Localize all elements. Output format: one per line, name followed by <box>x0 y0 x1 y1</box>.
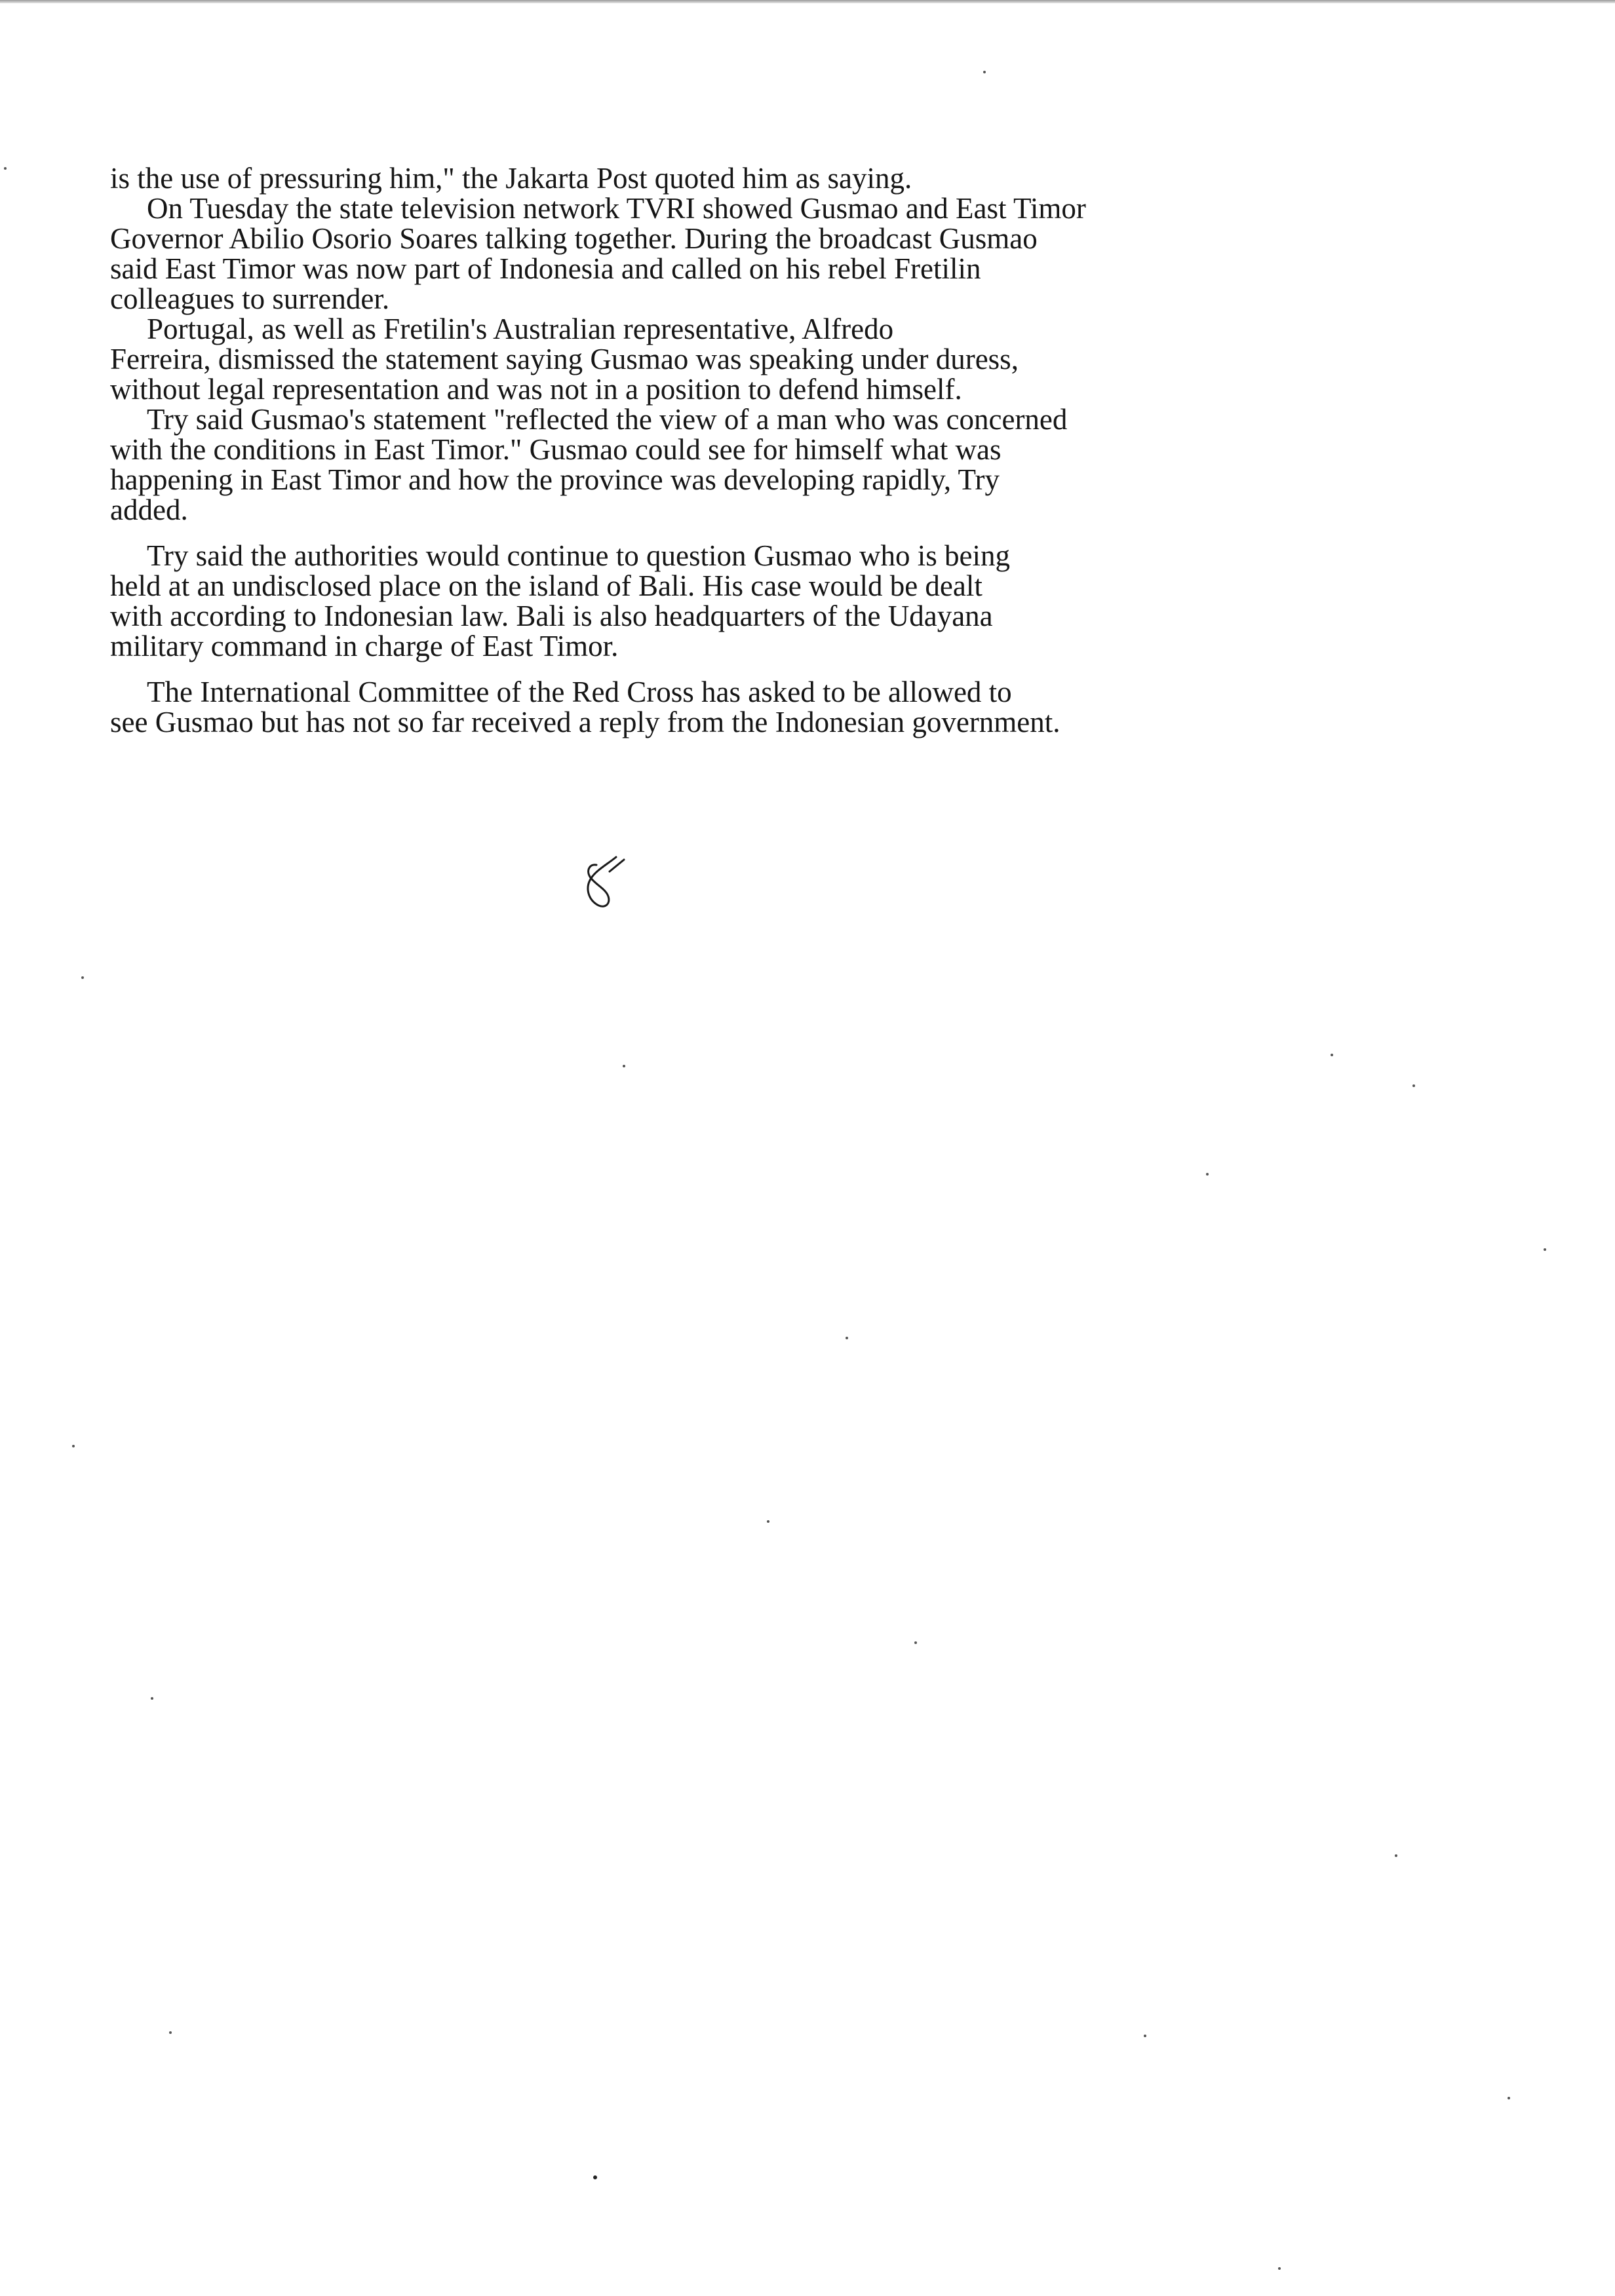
scan-speck <box>846 1337 848 1339</box>
text-line: Ferreira, dismissed the statement saying Gusmao was speaking under duress, <box>110 343 1019 375</box>
text-line: The International Committee of the Red Cross has asked to be allowed to <box>147 676 1012 708</box>
text-line: Portugal, as well as Fretilin's Australian representative, Alfredo <box>147 313 894 345</box>
scan-speck <box>72 1445 75 1447</box>
scan-top-edge <box>0 0 1615 3</box>
scan-speck <box>914 1641 917 1644</box>
scan-speck <box>4 167 7 170</box>
scan-speck <box>983 71 986 73</box>
scan-speck <box>151 1697 153 1700</box>
text-line: On Tuesday the state television network TVRI showed Gusmao and East Timor <box>147 192 1086 225</box>
scan-speck <box>1412 1084 1415 1087</box>
scan-speck <box>1508 2097 1510 2099</box>
text-line: with according to Indonesian law. Bali is also headquarters of the Udayana <box>110 600 993 632</box>
text-line: military command in charge of East Timor. <box>110 630 619 662</box>
scan-speck <box>1331 1054 1333 1056</box>
text-line: with the conditions in East Timor." Gusmao could see for himself what was <box>110 433 1002 466</box>
text-line: see Gusmao but has not so far received a reply from the Indonesian government. <box>110 706 1060 738</box>
handwritten-page-mark <box>570 852 636 917</box>
text-line: Governor Abilio Osorio Soares talking together. During the broadcast Gusmao <box>110 222 1038 255</box>
scan-speck <box>169 2031 172 2034</box>
text-line: colleagues to surrender. <box>110 282 390 315</box>
scan-speck <box>1206 1173 1209 1176</box>
text-line: is the use of pressuring him," the Jakarta Post quoted him as saying. <box>110 162 912 195</box>
text-line: without legal representation and was not in a position to defend himself. <box>110 373 962 406</box>
scan-speck <box>1395 1854 1397 1857</box>
text-line: Try said Gusmao's statement "reflected the view of a man who was concerned <box>147 403 1068 436</box>
scan-speck <box>767 1520 769 1523</box>
text-line: happening in East Timor and how the province was developing rapidly, Try <box>110 463 1000 496</box>
scan-speck <box>1544 1248 1546 1251</box>
text-line: held at an undisclosed place on the island of Bali. His case would be dealt <box>110 569 983 602</box>
scan-speck <box>593 2175 597 2179</box>
article-text <box>110 164 1316 738</box>
text-line: added. <box>110 493 188 526</box>
text-line: said East Timor was now part of Indonesia and called on his rebel Fretilin <box>110 252 981 285</box>
scan-speck <box>1144 2035 1146 2037</box>
text-line: Try said the authorities would continue to question Gusmao who is being <box>147 539 1010 572</box>
scan-speck <box>81 976 84 979</box>
scan-speck <box>623 1065 625 1067</box>
scan-speck <box>1278 2267 1281 2270</box>
